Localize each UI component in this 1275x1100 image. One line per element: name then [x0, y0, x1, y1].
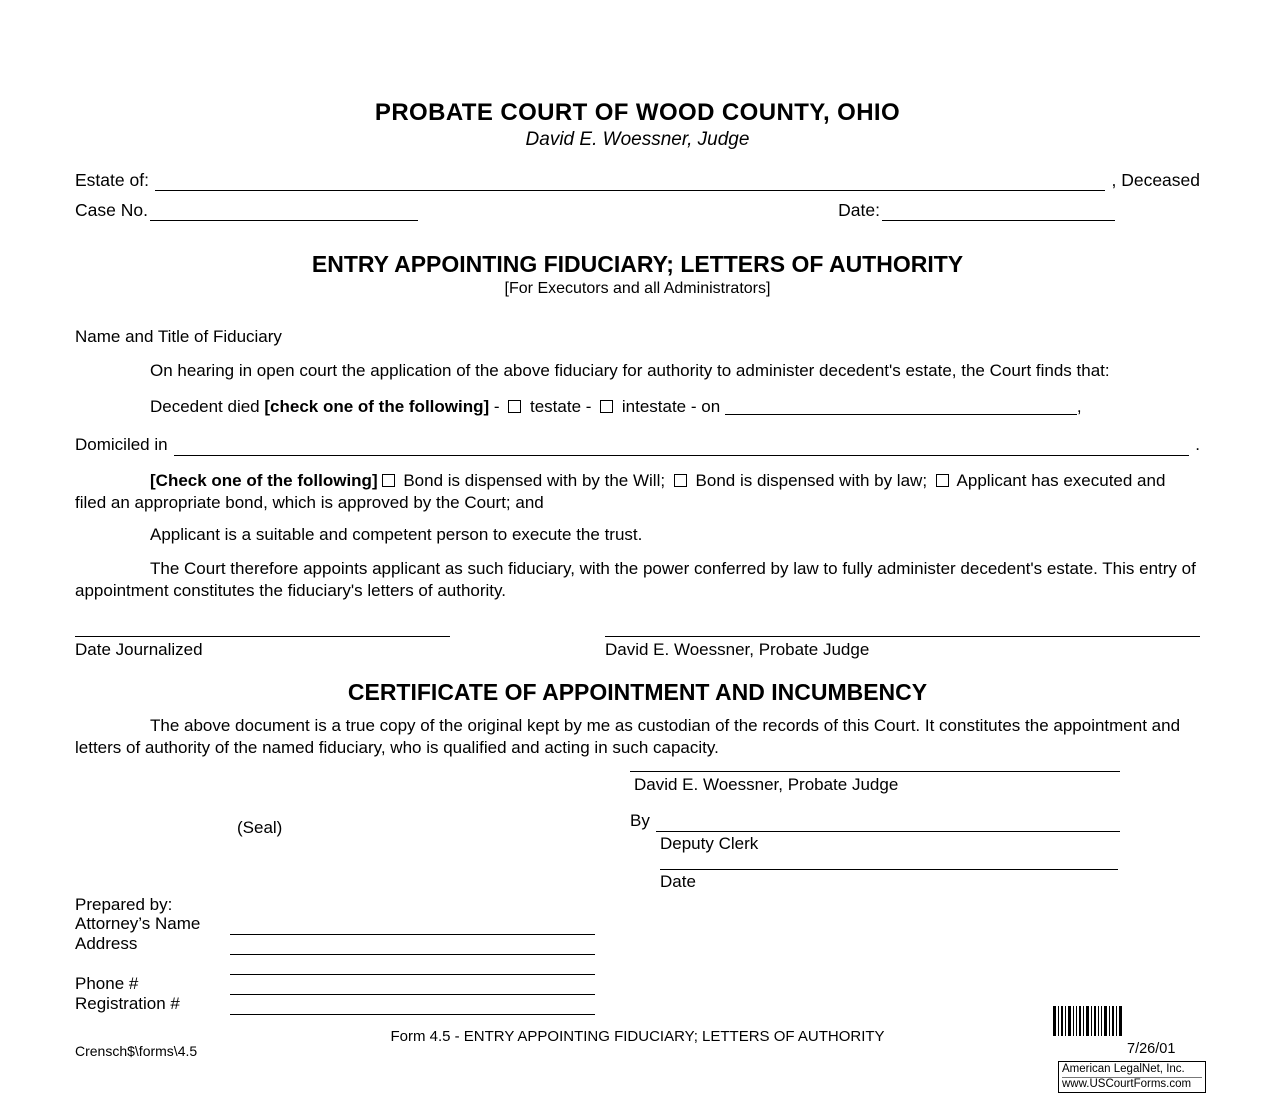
bond-law-label: Bond is dispensed with by law; [690, 471, 932, 490]
certificate-signature-column [630, 771, 1120, 893]
estate-name-blank[interactable] [155, 174, 1106, 191]
certificate-date-line[interactable] [660, 869, 1118, 870]
phone-label: Phone # [75, 974, 139, 993]
entry-signature-row [75, 636, 1200, 661]
estate-of-row [75, 169, 1200, 191]
bond-filed-label: Applicant has executed and filed an appropriate bond, which is approved by the Court; and [75, 471, 1166, 512]
intestate-label: intestate - on [617, 397, 725, 416]
certificate-signature-area [75, 771, 1200, 893]
court-title: PROBATE COURT OF WOOD COUNTY, OHIO [374, 99, 901, 126]
fiduciary-name-label: Name and Title of Fiduciary [75, 327, 282, 346]
prepared-by-heading: Prepared by: [75, 895, 173, 914]
date-journalized-block [75, 636, 450, 661]
certificate-paragraph [75, 715, 1200, 759]
appointment-paragraph [75, 558, 1200, 602]
opening-paragraph-text: On hearing in open court the application of the above fiduciary for authority to administer decedent's estate, the Court finds that: [150, 361, 1110, 380]
suitable-person-line [75, 524, 1200, 546]
certificate-judge-signature-line[interactable] [630, 771, 1120, 772]
case-number-row [75, 199, 1200, 221]
decedent-line-end: , [1076, 397, 1082, 416]
date-journalized-line[interactable] [75, 636, 450, 637]
phone-blank[interactable] [230, 980, 595, 995]
legalnet-company: American LegalNet, Inc. [1062, 1063, 1185, 1075]
form-title: ENTRY APPOINTING FIDUCIARY; LETTERS OF AUTHORITY [311, 251, 964, 277]
case-caption [75, 169, 1200, 221]
estate-of-label: Estate of: [75, 170, 149, 190]
appointment-paragraph-text: The Court therefore appoints applicant as such fiduciary, with the power conferred by law to fully administer decedent's estate. This entry of appointment constitutes the fiduciary's letters of authority. [75, 559, 1196, 600]
case-no-blank[interactable] [150, 204, 418, 221]
address-row-2 [75, 955, 1200, 975]
domiciled-label: Domiciled in [75, 435, 168, 454]
seal-label: (Seal) [237, 818, 283, 837]
footer-form-title: Form 4.5 - ENTRY APPOINTING FIDUCIARY; LETTERS OF AUTHORITY [390, 1028, 885, 1045]
judge-signature-label: David E. Woessner, Probate Judge [605, 640, 870, 659]
registration-blank[interactable] [230, 1000, 595, 1015]
decedent-check-instruction: [check one of the following] [264, 397, 490, 416]
deputy-clerk-signature-line[interactable] [656, 815, 1120, 832]
date-blank[interactable] [882, 204, 1115, 221]
suitable-person-text: Applicant is a suitable and competent person to execute the trust. [150, 525, 643, 544]
domiciled-row [75, 434, 1200, 456]
address-row [75, 935, 1200, 955]
judge-signature-block [605, 636, 1200, 661]
address-blank-2[interactable] [230, 960, 595, 975]
intestate-checkbox[interactable] [600, 400, 613, 413]
legalnet-box [1058, 1061, 1206, 1093]
address-blank-1[interactable] [230, 940, 595, 955]
prepared-by-block [75, 895, 1200, 1015]
death-date-blank[interactable] [725, 414, 1077, 415]
testate-checkbox[interactable] [508, 400, 521, 413]
bond-will-checkbox[interactable] [382, 474, 395, 487]
date-label: Date: [838, 200, 880, 220]
certificate-paragraph-text: The above document is a true copy of the original kept by me as custodian of the records of this Court. It constitutes the appointment and letters of authority of the named fiduciary, who is qualified and acting in such capacity. [75, 716, 1181, 757]
bond-filed-checkbox[interactable] [936, 474, 949, 487]
attorney-name-blank[interactable] [230, 920, 595, 935]
certificate-judge-label: David E. Woessner, Probate Judge [634, 775, 899, 794]
decedent-died-line [75, 396, 1200, 418]
legalnet-url: www.USCourtForms.com [1062, 1077, 1202, 1091]
by-label: By [630, 811, 650, 830]
form-title-block [75, 251, 1200, 298]
bond-paragraph [75, 470, 1200, 514]
registration-row [75, 995, 1200, 1015]
address-label: Address [75, 934, 138, 953]
bond-will-label: Bond is dispensed with by the Will; [398, 471, 670, 490]
deputy-clerk-label: Deputy Clerk [660, 834, 759, 853]
certificate-date-label: Date [660, 872, 696, 891]
opening-paragraph [75, 360, 1200, 382]
domiciled-line-end: . [1195, 435, 1200, 454]
footer-file-reference: Crensch$\forms\4.5 [75, 1043, 198, 1059]
footer-revision-date: 7/26/01 [1127, 1041, 1176, 1057]
bond-law-checkbox[interactable] [674, 474, 687, 487]
case-no-label: Case No. [75, 200, 148, 220]
domicile-blank[interactable] [174, 439, 1190, 456]
bond-check-instruction: [Check one of the following] [150, 471, 378, 490]
date-journalized-label: Date Journalized [75, 640, 203, 659]
decedent-prefix: Decedent died [150, 397, 265, 416]
attorney-name-label: Attorney’s Name [75, 914, 201, 933]
registration-label: Registration # [75, 994, 180, 1013]
form-subtitle: [For Executors and all Administrators] [504, 280, 771, 297]
judge-signature-line[interactable] [605, 636, 1200, 637]
decedent-separator: - [489, 397, 505, 416]
attorney-name-row [75, 915, 1200, 935]
judge-subtitle: David E. Woessner, Judge [525, 129, 750, 150]
testate-label: testate - [525, 397, 597, 416]
by-row [630, 810, 1120, 832]
court-header [75, 0, 1200, 151]
certificate-title: CERTIFICATE OF APPOINTMENT AND INCUMBENCY [347, 679, 928, 705]
phone-row [75, 975, 1200, 995]
barcode-icon [1053, 1006, 1123, 1036]
deceased-label: , Deceased [1111, 170, 1200, 190]
